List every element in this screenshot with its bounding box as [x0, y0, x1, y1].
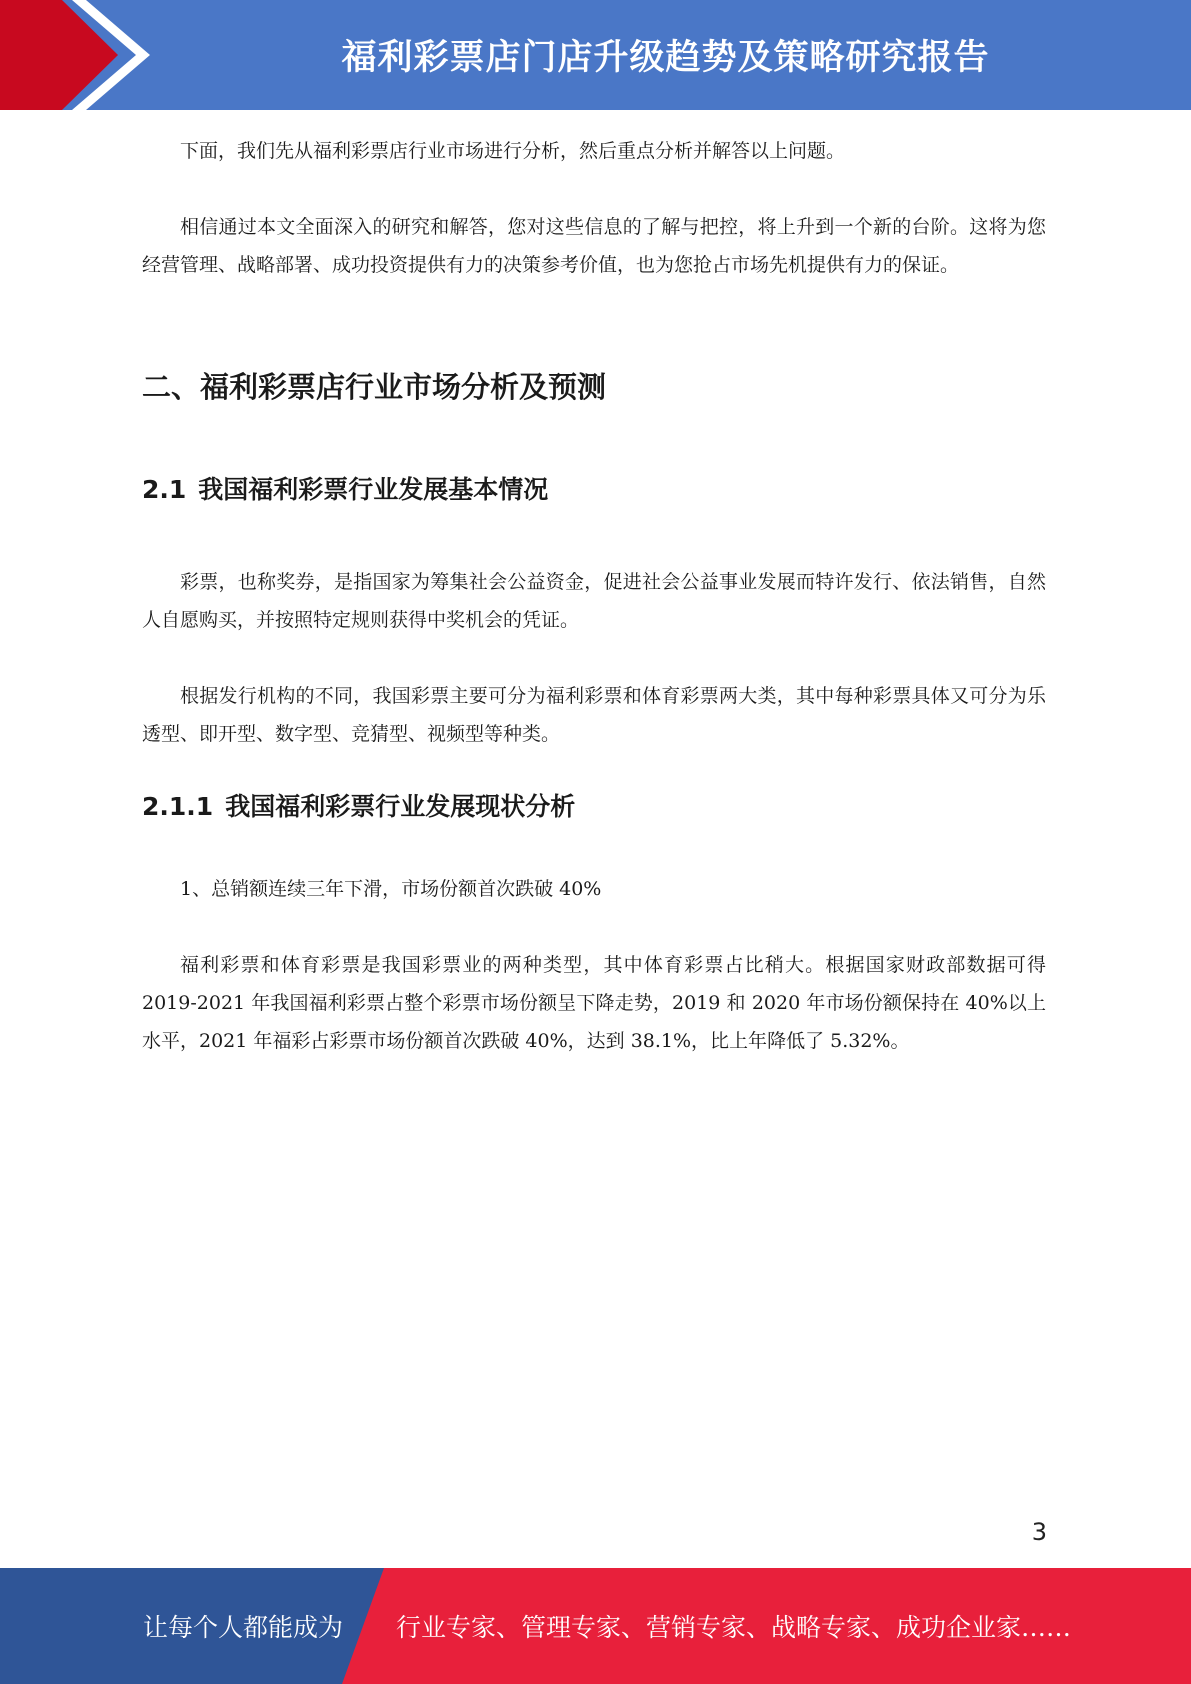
footer-banner: [0, 1568, 1191, 1684]
paragraph-lottery-definition: 彩票，也称奖券，是指国家为筹集社会公益资金，促进社会公益事业发展而特许发行、依法销售，自然人自愿购买，并按照特定规则获得中奖机会的凭证。: [142, 571, 1046, 631]
subsection-number: 2.1: [142, 475, 187, 504]
section-heading: 二、福利彩票店行业市场分析及预测: [142, 370, 607, 404]
subsubsection-number: 2.1.1: [142, 792, 214, 821]
report-header-banner: [0, 0, 1191, 110]
red-chevron-decoration: [0, 0, 160, 110]
subsubsection-heading: [142, 789, 575, 825]
point-1-heading: 1、总销额连续三年下滑，市场份额首次跌破 40%: [180, 878, 602, 900]
subsubsection-title: 我国福利彩票行业发展现状分析: [225, 792, 576, 821]
paragraph-lottery-types: 根据发行机构的不同，我国彩票主要可分为福利彩票和体育彩票两大类，其中每种彩票具体又可分为乐透型、即开型、数字型、竞猜型、视频型等种类。: [142, 685, 1046, 745]
footer-slogan-right: 行业专家、管理专家、营销专家、战略专家、成功企业家……: [396, 1613, 1072, 1642]
intro-paragraph-2: 相信通过本文全面深入的研究和解答，您对这些信息的了解与把控，将上升到一个新的台阶。这将为您经营管理、战略部署、成功投资提供有力的决策参考价值，也为您抢占市场先机提供有力的保证。: [142, 216, 1046, 276]
intro-paragraph-1: 下面，我们先从福利彩票店行业市场进行分析，然后重点分析并解答以上问题。: [180, 140, 846, 162]
subsection-title: 我国福利彩票行业发展基本情况: [198, 475, 549, 504]
page-number: 3: [1031, 1518, 1047, 1546]
footer-slogan-left: 让每个人都能成为: [143, 1613, 344, 1642]
report-title: 福利彩票店门店升级趋势及策略研究报告: [341, 38, 990, 78]
subsection-heading: [142, 472, 548, 508]
paragraph-market-share: 福利彩票和体育彩票是我国彩票业的两种类型，其中体育彩票占比稍大。根据国家财政部数据可得 2019-2021 年我国福利彩票占整个彩票市场份额呈下降走势，2019 和 2020 年市场份额保持在 40%以上水平，2021 年福彩占彩票市场份额首次跌破 40%，达到 38.1%，比上年降低了 5.32%。: [142, 954, 1046, 1052]
